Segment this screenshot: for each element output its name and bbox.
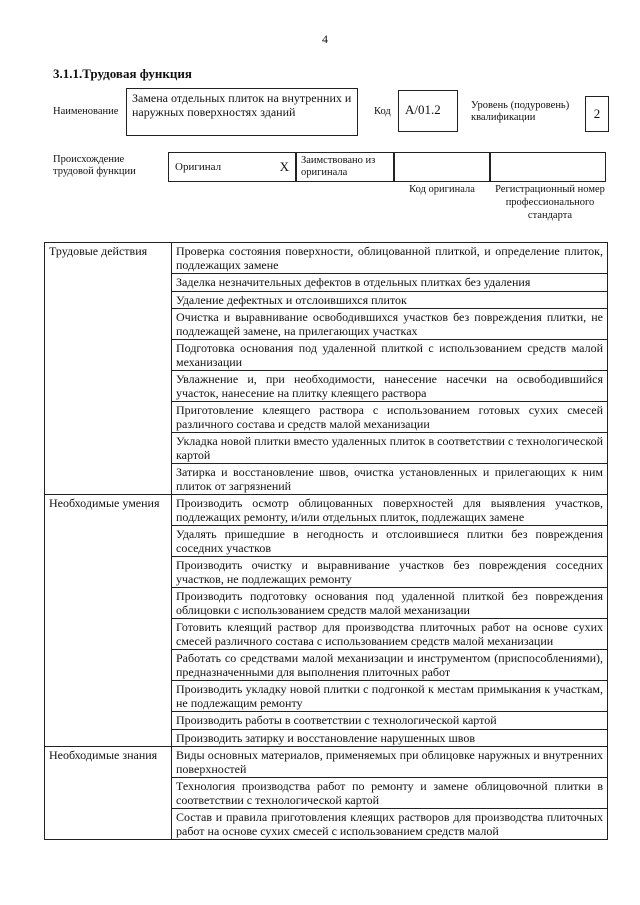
- item-cell: Проверка состояния поверхности, облицованной плиткой, и определение плиток, подлежащих замене: [172, 243, 608, 274]
- item-cell: Готовить клеящий раствор для производства плиточных работ на основе сухих смесей различного состава с использованием средств малой механизации: [172, 619, 608, 650]
- name-label: Наименование: [53, 106, 119, 117]
- origin-label: Происхождение трудовой функции: [53, 154, 136, 177]
- code-original-caption: Код оригинала: [409, 184, 475, 195]
- reg-number-cell: [490, 152, 606, 182]
- code-label: Код: [374, 106, 391, 117]
- code-original-cell: [394, 152, 490, 182]
- code-value: А/01.2: [405, 102, 441, 117]
- category-cell: Необходимые умения: [45, 495, 172, 747]
- borrowed-cell: [296, 152, 394, 182]
- function-table: [44, 242, 608, 840]
- item-cell: Технология производства работ по ремонту и замене облицовочной плитки в соответствии с технологической картой: [172, 778, 608, 809]
- level-label: Уровень (подуровень) квалификации: [471, 100, 570, 123]
- category-cell: Необходимые знания: [45, 747, 172, 840]
- original-mark: Х: [279, 159, 289, 174]
- category-cell: Трудовые действия: [45, 243, 172, 495]
- item-cell: Производить затирку и восстановление нарушенных швов: [172, 729, 608, 747]
- code-box: [398, 90, 458, 132]
- item-cell: Удаление дефектных и отслоившихся плиток: [172, 291, 608, 309]
- table-row: [45, 747, 608, 778]
- function-name-box: [126, 88, 358, 136]
- original-label: Оригинал: [175, 161, 222, 173]
- section-title: 3.1.1.Трудовая функция: [53, 66, 192, 81]
- level-value: 2: [593, 106, 601, 121]
- item-cell: Производить работы в соответствии с технологической картой: [172, 712, 608, 730]
- table-row: [45, 495, 608, 526]
- item-cell: Работать со средствами малой механизации и инструментом (приспособлениями), предназначенными для выполнения плиточных работ: [172, 650, 608, 681]
- page-number: 4: [322, 32, 328, 46]
- original-cell: [168, 152, 296, 182]
- function-name-value: Замена отдельных плиток на внутренних и наружных поверхностях зданий: [132, 91, 352, 119]
- item-cell: Виды основных материалов, применяемых при облицовке наружных и внутренних поверхностей: [172, 747, 608, 778]
- item-cell: Затирка и восстановление швов, очистка установленных и прилегающих к ним плиток от загрязнений: [172, 464, 608, 495]
- reg-number-caption: Регистрационный номер профессионального стандарта: [495, 184, 605, 221]
- item-cell: Укладка новой плитки вместо удаленных плиток в соответствии с технологической картой: [172, 433, 608, 464]
- item-cell: Подготовка основания под удаленной плиткой с использованием средств малой механизации: [172, 340, 608, 371]
- item-cell: Заделка незначительных дефектов в отдельных плитках без удаления: [172, 274, 608, 292]
- item-cell: Очистка и выравнивание освободившихся участков без повреждения плитки, не подлежащей замене, на прилегающих участках: [172, 309, 608, 340]
- item-cell: Производить укладку новой плитки с подгонкой к местам примыкания к участкам, не подлежащим ремонту: [172, 681, 608, 712]
- item-cell: Приготовление клеящего раствора с использованием готовых сухих смесей различного состава и средств малой механизации: [172, 402, 608, 433]
- item-cell: Производить подготовку основания под удаленной плиткой без повреждения облицовки с использованием средств малой механизации: [172, 588, 608, 619]
- borrowed-label: Заимствовано из оригинала: [301, 155, 376, 178]
- item-cell: Увлажнение и, при необходимости, нанесение насечки на освободившийся участок, нанесение на плитку клеящего раствора: [172, 371, 608, 402]
- table-row: [45, 243, 608, 274]
- item-cell: Удалять пришедшие в негодность и отслоившиеся плитки без повреждения соседних участков: [172, 526, 608, 557]
- level-box: [585, 96, 609, 132]
- item-cell: Производить очистку и выравнивание участков без повреждения соседних участков, не подлежащих ремонту: [172, 557, 608, 588]
- item-cell: Состав и правила приготовления клеящих растворов для производства плиточных работ на основе сухих смесей с использованием средств малой: [172, 809, 608, 840]
- item-cell: Производить осмотр облицованных поверхностей для выявления участков, подлежащих ремонту, и/или отдельных плиток, подлежащих замене: [172, 495, 608, 526]
